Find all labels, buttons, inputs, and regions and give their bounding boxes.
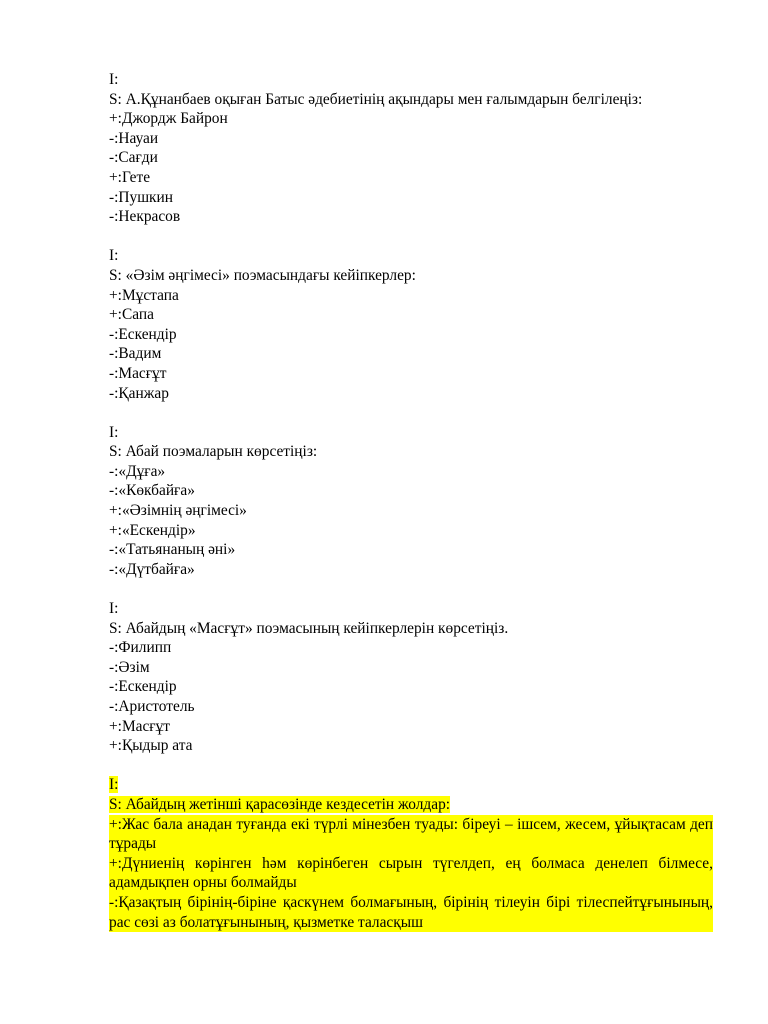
question-id-line: I: <box>109 423 119 441</box>
question-block-3 <box>109 423 713 580</box>
answer-option: -:«Татьянаның әні» <box>109 541 236 559</box>
question-stem: S: А.Құнанбаев оқыған Батыс әдебиетінің ақындары мен ғалымдарын белгілеңіз: <box>109 90 643 108</box>
answer-option: +:Мұстапа <box>109 286 179 304</box>
document-page <box>109 70 713 952</box>
answer-option: +:Сапа <box>109 306 154 324</box>
answer-option: -:Аристотель <box>109 698 195 715</box>
answer-option: +:«Әзімнің әңгімесі» <box>109 502 247 520</box>
answer-option: +:Джордж Байрон <box>109 110 228 128</box>
answer-option: -:Ескендір <box>109 678 177 696</box>
highlighted-text: S: Абайдың жетінші қарасөзінде кездесетін жолдар: <box>109 795 451 813</box>
answer-option: +:Масғұт <box>109 717 171 735</box>
answer-option: -:«Көкбайға» <box>109 482 195 500</box>
answer-option: -:Некрасов <box>109 208 181 226</box>
answer-option: -:Масғұт <box>109 364 167 382</box>
answer-option: -:Әзім <box>109 658 150 676</box>
answer-option: +:Жас бала анадан туғанда екі түрлі мінезбен туады: біреуі – ішсем, жесем, ұйықтасам деп тұрады <box>109 815 713 853</box>
answer-option: -:Науаи <box>109 129 159 147</box>
answer-option: -:Ескендір <box>109 325 177 343</box>
question-id-line: I: <box>109 600 119 618</box>
answer-option: -:Пушкин <box>109 188 174 206</box>
answer-option: -:Қанжар <box>109 384 169 402</box>
question-block-4 <box>109 599 713 756</box>
question-stem: S: Абай поэмаларын көрсетіңіз: <box>109 443 318 461</box>
answer-option: +:Қыдыр ата <box>109 737 193 755</box>
question-id-line: I: <box>109 247 119 265</box>
answer-option: -:Сағди <box>109 149 158 167</box>
question-block-1 <box>109 70 713 227</box>
question-stem <box>109 795 713 815</box>
question-block-5-highlighted <box>109 775 713 932</box>
answer-option: -:Қазақтың бірінің-біріне қаскүнем болмағының, бірінің тілеуін бірі тілеспейтұғынының, рас сөзі аз болатұғынының, қызметке таласқыш <box>109 893 713 931</box>
question-stem: S: Абайдың «Масғұт» поэмасының кейіпкерлерін көрсетіңіз. <box>109 619 509 637</box>
highlighted-text: I: <box>109 776 119 794</box>
answer-option: +:Дүниенің көрінген һәм көрінбеген сырын түгелдеп, ең болмаса денелеп білмесе, адамдықпен орны болмайды <box>109 854 713 892</box>
question-id-line <box>109 775 713 795</box>
question-block-2 <box>109 246 713 403</box>
answer-option: -:Филипп <box>109 639 172 657</box>
answer-option: -:«Дүтбайға» <box>109 560 195 578</box>
answer-option: +:«Ескендір» <box>109 521 196 539</box>
question-stem: S: «Әзім әңгімесі» поэмасындағы кейіпкерлер: <box>109 266 416 284</box>
answer-option: -:Вадим <box>109 345 162 363</box>
answer-option: +:Гете <box>109 168 151 186</box>
answer-option: -:«Дұға» <box>109 462 166 480</box>
question-id-line: I: <box>109 71 119 88</box>
